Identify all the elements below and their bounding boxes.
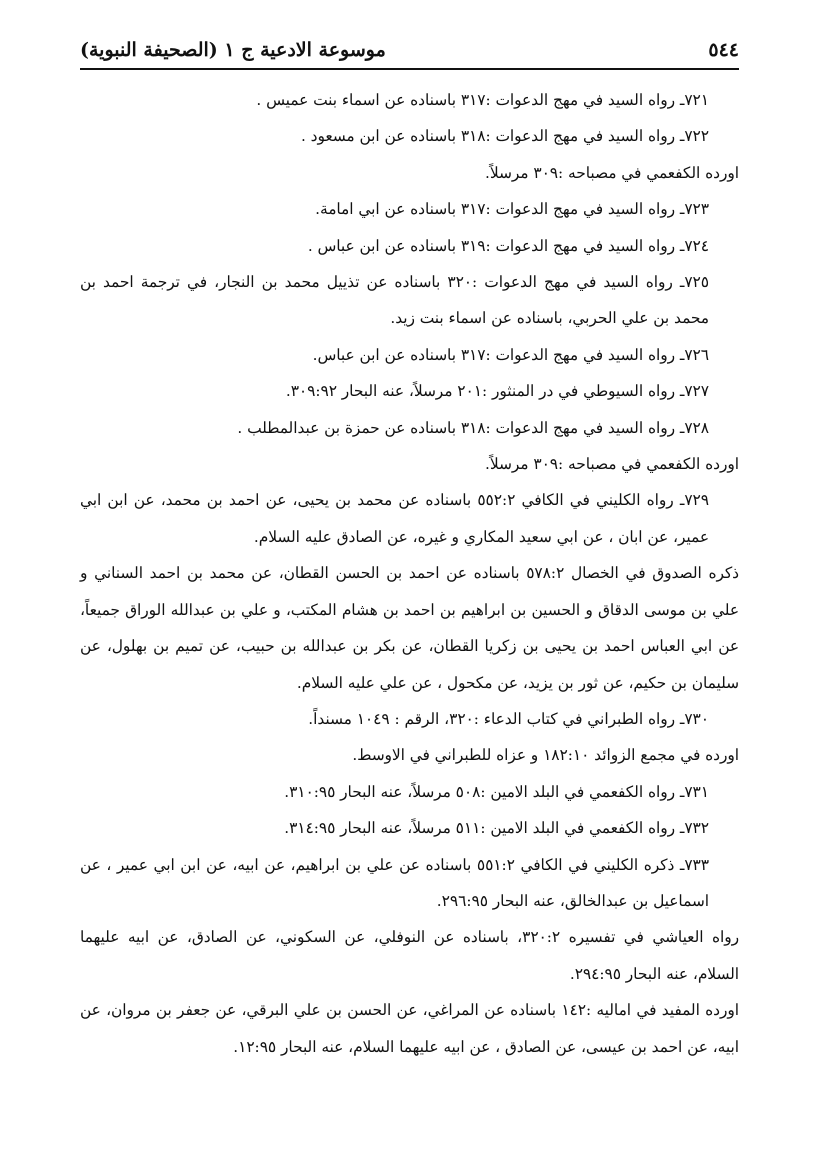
reference-paragraph: ٧٢٧ـ رواه السيوطي في در المنثور :٢٠١ مرسلاً، عنه البحار ٣٠٩:٩٢. xyxy=(285,382,709,401)
reference-paragraph: ذكره الصدوق في الخصال ٥٧٨:٢ باسناده عن احمد بن الحسن القطان، عن محمد بن احمد السناني و علي بن موسى الدقاق و الحسين بن ابراهيم بن احمد بن هشام المكتب، و علي بن عبدالله الوراق جميعاً، عن ابي العباس احمد بن يحيى بن زكريا القطان، عن بكر بن عبدالله بن حبيب، عن تميم بن بهلول، عن سليمان بن حكيم، عن ثور بن يزيد، عن مكحول ، عن علي عليه السلام. xyxy=(80,564,739,692)
reference-paragraph: ٧٢٢ـ رواه السيد في مهج الدعوات :٣١٨ باسناده عن ابن مسعود . xyxy=(300,127,709,146)
reference-paragraph: ٧٣٣ـ ذكره الكليني في الكافي ٥٥١:٢ باسناده عن علي بن ابراهيم، عن ابيه، عن ابن ابي عمير ، عن اسماعيل بن عبدالخالق، عنه البحار ٢٩٦:٩٥. xyxy=(80,855,709,910)
header-rule xyxy=(80,68,739,70)
reference-paragraph: اورده في مجمع الزوائد ١٨٢:١٠ و عزاه للطبراني في الاوسط. xyxy=(352,746,739,765)
reference-paragraph: ٧٢٣ـ رواه السيد في مهج الدعوات :٣١٧ باسناده عن ابي امامة. xyxy=(315,200,709,219)
reference-paragraph: اورده الكفعمي في مصباحه :٣٠٩ مرسلاً. xyxy=(485,163,739,182)
reference-paragraph: ٧٣١ـ رواه الكفعمي في البلد الامين :٥٠٨ مرسلاً، عنه البحار ٣١٠:٩٥. xyxy=(284,782,709,801)
reference-paragraph: ٧٢١ـ رواه السيد في مهج الدعوات :٣١٧ باسناده عن اسماء بنت عميس . xyxy=(256,91,709,109)
reference-paragraph: ٧٢٨ـ رواه السيد في مهج الدعوات :٣١٨ باسناده عن حمزة بن عبدالمطلب . xyxy=(237,418,709,437)
footnote-body xyxy=(80,82,739,1065)
running-title: موسوعة الادعية ج ١ (الصحيفة النبوية) xyxy=(80,39,386,61)
reference-paragraph: ٧٢٤ـ رواه السيد في مهج الدعوات :٣١٩ باسناده عن ابن عباس . xyxy=(307,236,709,255)
reference-paragraph: ٧٣٠ـ رواه الطبراني في كتاب الدعاء :٣٢٠، الرقم : ١٠٤٩ مسنداً. xyxy=(308,709,709,728)
reference-paragraph: ٧٢٩ـ رواه الكليني في الكافي ٥٥٢:٢ باسناده عن محمد بن يحيى، عن احمد بن محمد، عن ابن ابي عمير، عن ابان ، عن ابي سعيد المكاري و غيره، عن الصادق عليه السلام. xyxy=(80,491,709,546)
page-number: ٥٤٤ xyxy=(708,39,739,61)
reference-paragraph: اورده الكفعمي في مصباحه :٣٠٩ مرسلاً. xyxy=(485,455,739,474)
reference-paragraph: ٧٢٦ـ رواه السيد في مهج الدعوات :٣١٧ باسناده عن ابن عباس. xyxy=(312,345,709,364)
page-header xyxy=(80,30,739,70)
reference-paragraph: ٧٣٢ـ رواه الكفعمي في البلد الامين :٥١١ مرسلاً، عنه البحار ٣١٤:٩٥. xyxy=(284,819,709,838)
reference-paragraph: اورده المفيد في اماليه :١٤٢ باسناده عن المراغي، عن الحسن بن علي البرقي، عن جعفر بن مروان، عن ابيه، عن احمد بن عيسى، عن الصادق ، عن ابيه عليهما السلام، عنه البحار ١٢:٩٥. xyxy=(80,1001,739,1056)
reference-paragraph: رواه العياشي في تفسيره ٣٢٠:٢، باسناده عن النوفلي، عن السكوني، عن الصادق، عن ابيه عليهما السلام، عنه البحار ٢٩٤:٩٥. xyxy=(80,928,739,983)
reference-paragraph: ٧٢٥ـ رواه السيد في مهج الدعوات :٣٢٠ باسناده عن تذييل محمد بن النجار، في ترجمة احمد بن محمد بن علي الحربي، باسناده عن اسماء بنت زيد. xyxy=(80,273,709,328)
